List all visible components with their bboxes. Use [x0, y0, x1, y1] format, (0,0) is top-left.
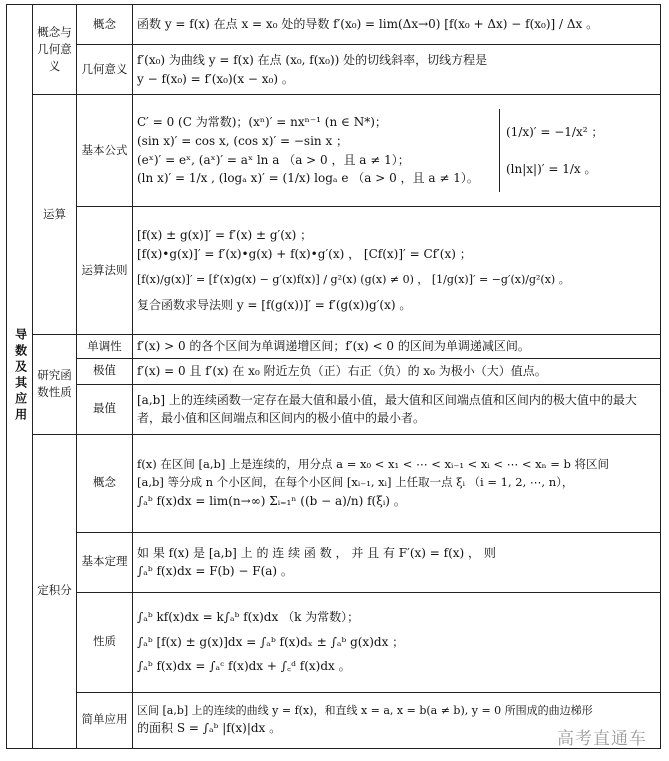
study-group-cell [33, 335, 77, 435]
study-group-label: 研究函数性质 [37, 368, 72, 400]
prop-line: ∫ₐᵇ [f(x) ± g(x)]dx = ∫ₐᵇ f(x)dₓ ± ∫ₐᵇ g(x)dx ； [137, 634, 405, 649]
main-title-cell [7, 5, 33, 749]
def-label: 概念 [77, 434, 133, 532]
geo-line-2: y − f(x₀) = f′(x₀)(x − x₀) 。 [137, 71, 294, 86]
theorem-text [133, 532, 661, 592]
def-line: [a,b] 等分成 n 个小区间，在每个小区间 [xᵢ₋₁, xᵢ] 上任取一点 ξᵢ （i = 1, 2, ⋯, n）， [137, 474, 574, 489]
theorem-label: 基本定理 [77, 532, 133, 592]
rule-label: 运算法则 [77, 207, 133, 335]
geo-line-1: f′(x₀) 为曲线 y = f(x) 在点 (x₀, f(x₀)) 处的切线斜率，切线方程是 [137, 52, 488, 67]
concept-text [133, 5, 661, 45]
max-label: 最值 [77, 384, 133, 434]
mono-text: f′(x) > 0 的各个区间为单调递增区间；f′(x) < 0 的区间为单调递减区间。 [133, 335, 661, 359]
def-text [133, 434, 661, 532]
app-label: 简单应用 [77, 692, 133, 748]
def-line: ∫ₐᵇ f(x)dx = lim(n→∞) Σᵢ₌₁ⁿ ((b − a)/n) f(ξᵢ) 。 [137, 493, 406, 508]
basic-line: (sin x)′ = cos x, (cos x)′ = −sin x ； [137, 133, 349, 148]
concept-group-cell [33, 5, 77, 95]
mono-label: 单调性 [77, 335, 133, 359]
rule-line: [f(x)/g(x)]′ = [f′(x)g(x) − g′(x)f(x)] / g²(x) (g(x) ≠ 0) ， [1/g(x)]′ = −g′(x)/g²(x) 。 [137, 273, 570, 287]
geo-text [133, 45, 661, 95]
theorem-line: ∫ₐᵇ f(x)dx = F(b) − F(a) 。 [137, 564, 293, 579]
app-line: 的面积 S = ∫ₐᵇ |f(x)|dx 。 [137, 721, 282, 736]
formula-table-wrapper [6, 4, 661, 755]
geo-label: 几何意义 [77, 45, 133, 95]
basic-line: (ln x)′ = 1/x , (logₐ x)′ = (1/x) logₐ e （a > 0 ，且 a ≠ 1）。 [137, 171, 479, 186]
basic-label: 基本公式 [77, 95, 133, 207]
rule-line: [f(x) ± g(x)]′ = f′(x) ± g′(x) ； [137, 228, 313, 243]
basic-right-line: (1/x)′ = −1/x² ； [506, 125, 604, 140]
concept-label: 概念 [77, 5, 133, 45]
prop-line: ∫ₐᵇ kf(x)dx = k∫ₐᵇ f(x)dx （k 为常数）； [137, 610, 360, 625]
rule-line: [f(x)•g(x)]′ = f′(x)•g(x) + f(x)•g′(x) ， [Cf(x)]′ = Cf′(x) ； [137, 246, 472, 261]
app-line: 区间 [a,b] 上的连续的曲线 y = f(x)，和直线 x = a, x = b(a ≠ b), y = 0 所围成的曲边梯形 [137, 704, 593, 718]
basic-right-line: (ln|x|)′ = 1/x 。 [506, 161, 597, 176]
basic-line: C′ = 0 (C 为常数)；(xⁿ)′ = nxⁿ⁻¹ (n ∈ N*)； [137, 115, 387, 130]
prop-text [133, 592, 661, 692]
derivative-formula-table [6, 4, 661, 749]
rule-formulas [133, 207, 661, 335]
extreme-text: f′(x) = 0 且 f′(x) 在 x₀ 附近左负（正）右正（负）的 x₀ 为极小（大）值点。 [133, 358, 661, 384]
concept-formula: 函数 y = f(x) 在点 x = x₀ 处的导数 f′(x₀) = lim(Δx→0) [f(x₀ + Δx) − f(x₀)] / Δx 。 [137, 17, 599, 32]
prop-line: ∫ₐᵇ f(x)dx = ∫ₐᶜ f(x)dx + ∫꜀ᵈ f(x)dx 。 [137, 659, 351, 674]
concept-group-label: 概念与几何意义 [37, 24, 72, 74]
prop-label: 性质 [77, 592, 133, 692]
watermark: 高考直通车 [557, 729, 647, 749]
main-title: 导数及其应用 [13, 328, 28, 425]
def-line: f(x) 在区间 [a,b] 上是连续的，用分点 a = x₀ < x₁ < ⋯ < xᵢ₋₁ < xᵢ < ⋯ < xₙ = b 将区间 [137, 456, 610, 471]
ops-group-label: 运算 [43, 206, 66, 221]
rule-line: 复合函数求导法则 y = [f(g(x))]′ = f′(g(x))g′(x) 。 [137, 298, 412, 313]
extreme-label: 极值 [77, 358, 133, 384]
integral-group-cell [33, 434, 77, 748]
basic-line: (eˣ)′ = eˣ, (aˣ)′ = aˣ ln a （a > 0 ，且 a ≠ 1）； [137, 152, 410, 167]
basic-formulas [133, 95, 661, 207]
theorem-line: 如 果 f(x) 是 [a,b] 上 的 连 续 函 数 ， 并 且 有 F′(x) = f(x) ， 则 [137, 545, 496, 560]
integral-group-label: 定积分 [37, 583, 72, 598]
ops-group-cell [33, 95, 77, 335]
max-text: [a,b] 上的连续函数一定存在最大值和最小值，最大值和区间端点值和区间内的极大值中的最大者，最小值和区间端点和区间内的极小值中的最小者。 [133, 384, 661, 434]
